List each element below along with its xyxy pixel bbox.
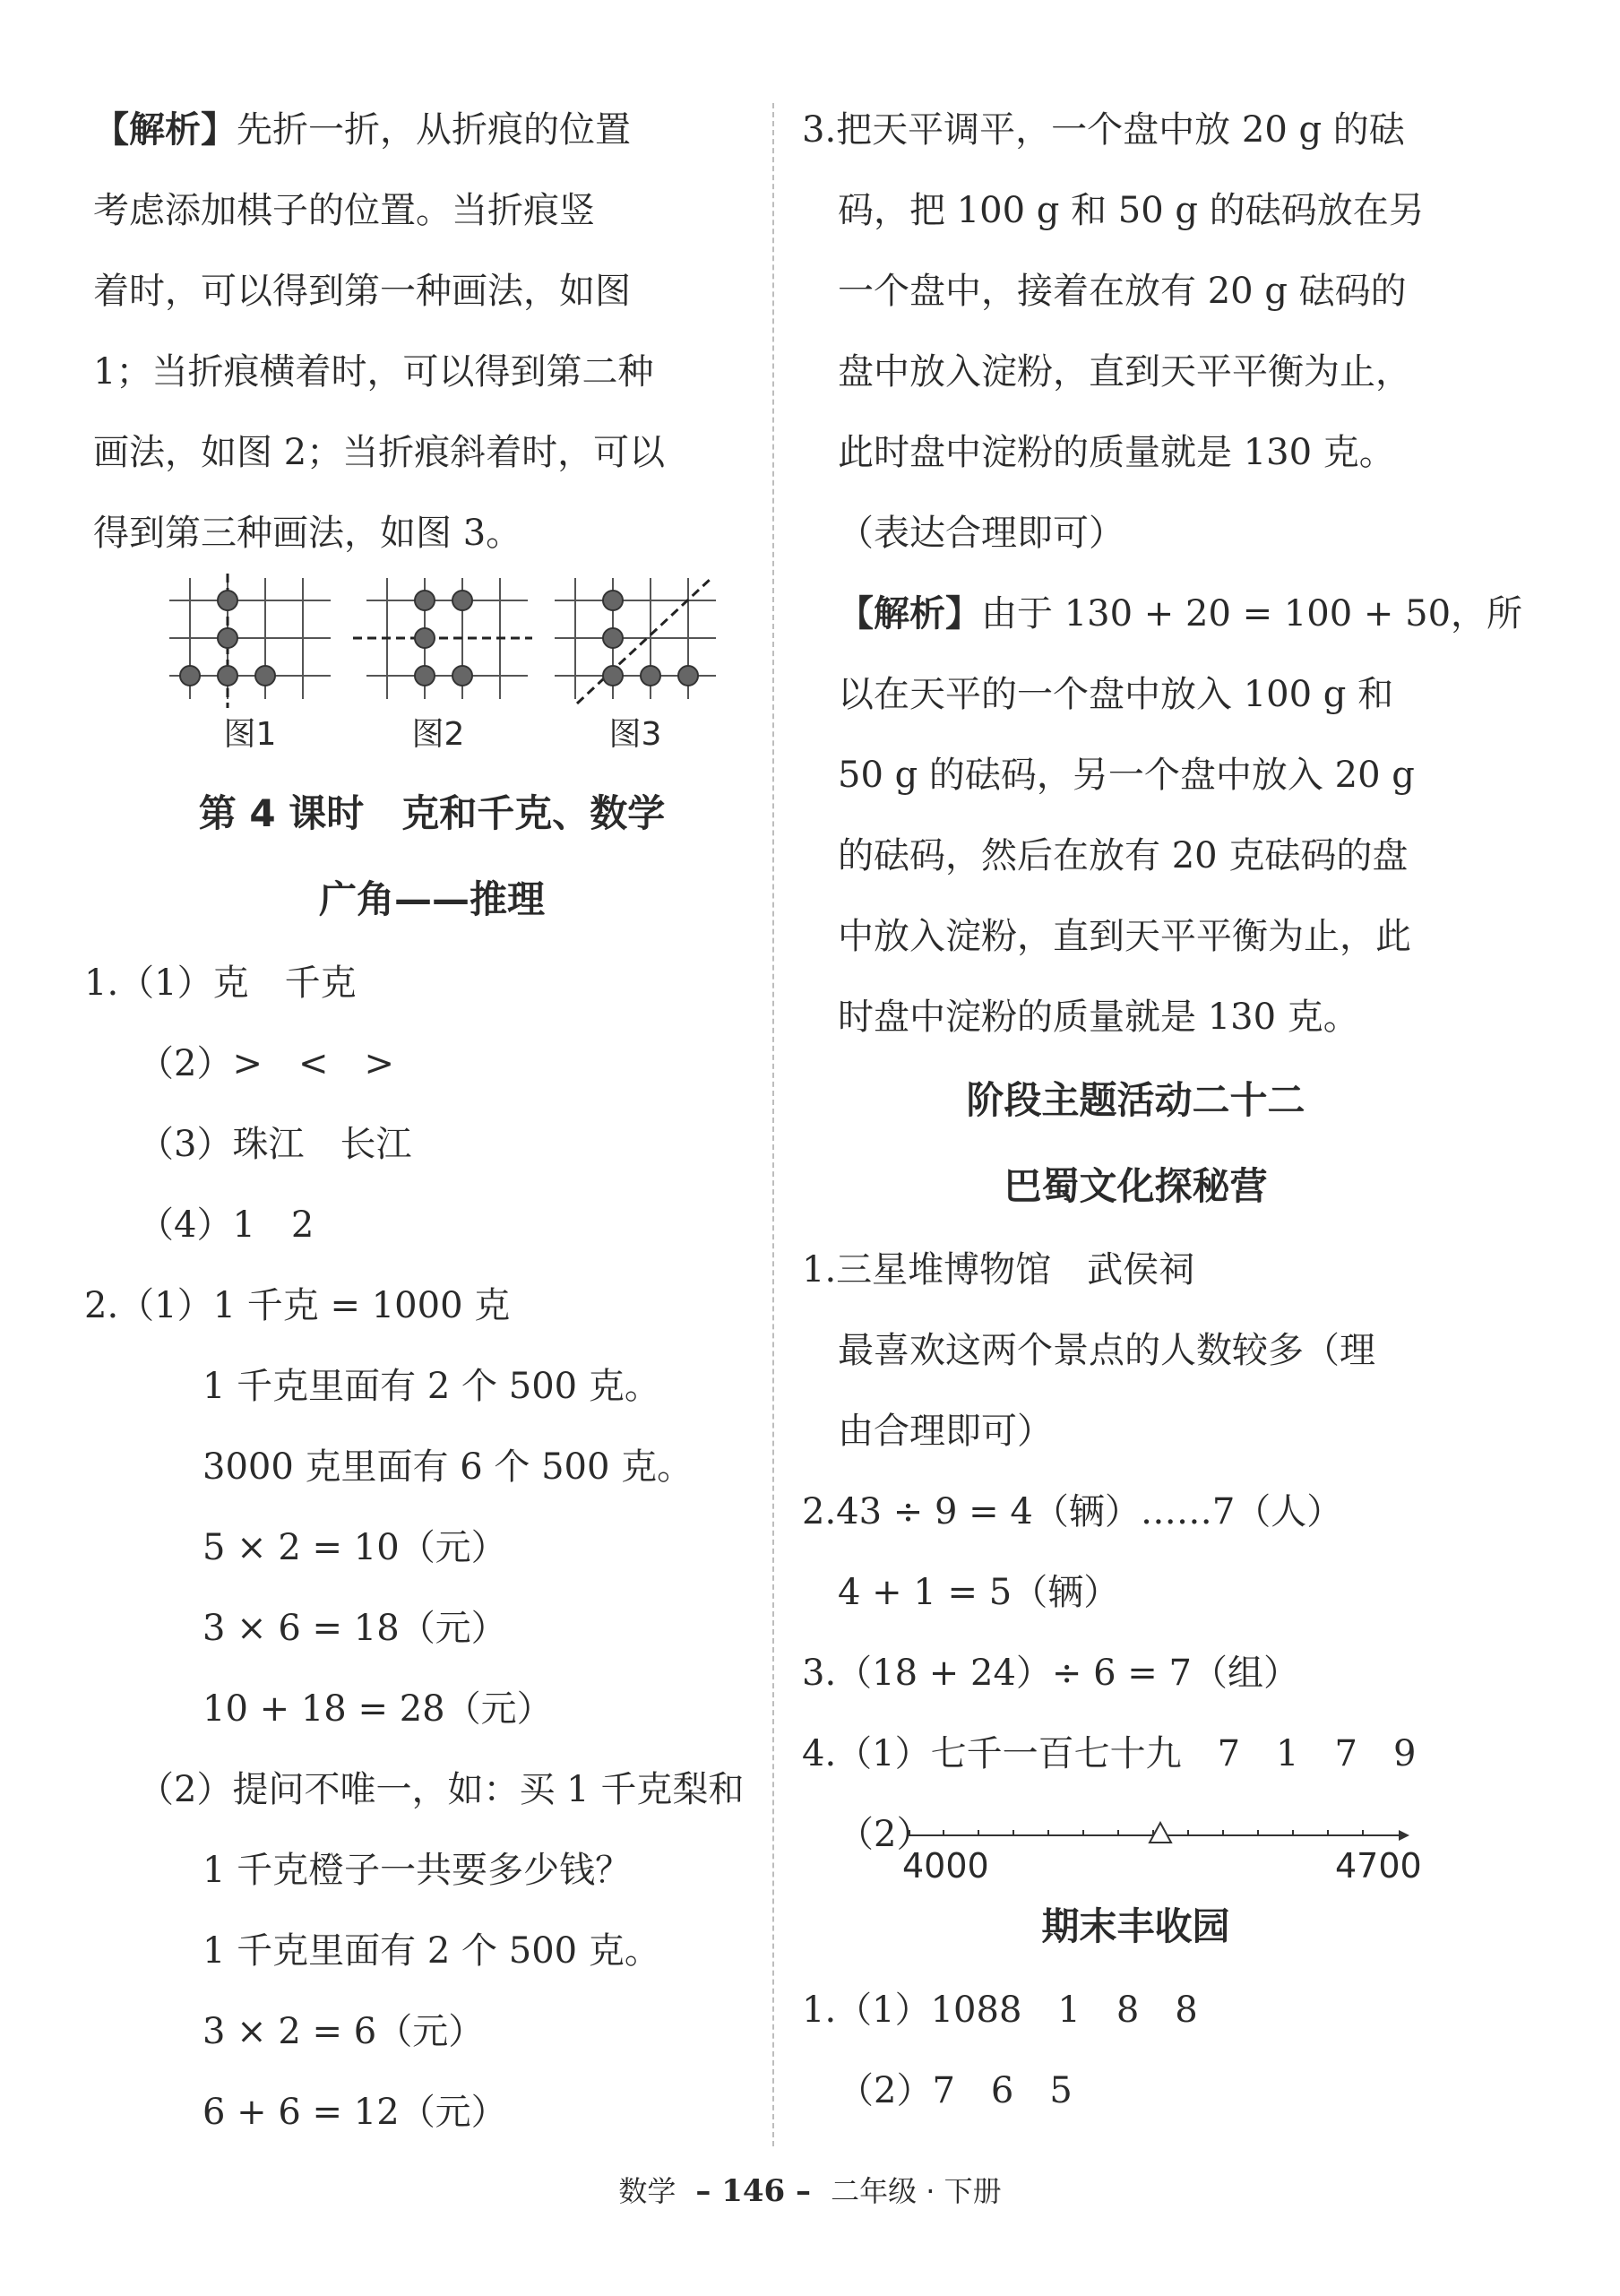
answer-line: （2）7 6 5 <box>838 2070 1073 2111</box>
answer-line: 1.（1）克 千克 <box>84 962 357 1004</box>
number-line-start: 4000 <box>902 1846 989 1886</box>
answer-line: 3000 克里面有 6 个 500 克。 <box>202 1446 694 1488</box>
analysis-line: 考虑添加棋子的位置。当折痕竖 <box>93 190 595 231</box>
answer-line: 3 × 6 = 18（元） <box>202 1608 507 1649</box>
figure-1 <box>165 574 335 762</box>
answer-line: 3.把天平调平，一个盘中放 20 g 的砝 <box>802 109 1405 151</box>
analysis-line: 的砝码，然后在放有 20 克砝码的盘 <box>838 835 1409 876</box>
grid-diagram-3 <box>550 574 720 708</box>
answer-line: 1.三星堆博物馆 武侯祠 <box>802 1249 1195 1290</box>
analysis-line: 着时，可以得到第一种画法，如图 <box>93 271 631 312</box>
answer-line: 3.（18 + 24）÷ 6 = 7（组） <box>802 1653 1299 1694</box>
answer-line: 10 + 18 = 28（元） <box>202 1688 553 1730</box>
analysis-tag: 【解析】 <box>838 593 981 634</box>
answer-line: （2）> < > <box>138 1043 394 1084</box>
analysis-line: 得到第三种画法，如图 3。 <box>93 513 522 554</box>
grid-diagram-2 <box>353 574 532 708</box>
answer-line: 2.（1）1 千克 = 1000 克 <box>84 1285 511 1326</box>
page-footer <box>0 2169 1620 2210</box>
answer-line: 5 × 2 = 10（元） <box>202 1527 507 1568</box>
answer-line: 1 千克橙子一共要多少钱？ <box>202 1850 632 1891</box>
page-number: – 146 – <box>695 2173 812 2209</box>
figure-2 <box>353 574 523 762</box>
answer-line: （4）1 2 <box>138 1204 315 1246</box>
footer-grade: 二年级 · 下册 <box>831 2174 1002 2208</box>
answer-line: 3 × 2 = 6（元） <box>202 2011 485 2052</box>
analysis-line: 1；当折痕横着时，可以得到第二种 <box>93 351 654 393</box>
stage-title: 巴蜀文化探秘营 <box>1004 1164 1268 1208</box>
sub-label: （2） <box>838 1814 933 1855</box>
answer-line: （2）提问不唯一，如：买 1 千克梨和 <box>138 1769 745 1810</box>
answer-line: 码，把 100 g 和 50 g 的砝码放在另 <box>838 190 1425 231</box>
answer-line: 盘中放入淀粉，直到天平平衡为止， <box>838 351 1411 393</box>
analysis-tag: 【解析】 <box>93 109 237 151</box>
answer-line: 1 千克里面有 2 个 500 克。 <box>202 1930 660 1972</box>
analysis-line: 【解析】先折一折，从折痕的位置 <box>93 109 631 151</box>
grid-diagram-1 <box>165 574 335 708</box>
stage-title: 阶段主题活动二十二 <box>966 1078 1305 1122</box>
final-title: 期末丰收园 <box>1041 1904 1230 1948</box>
footer-subject: 数学 <box>618 2174 676 2208</box>
figure-caption: 图1 <box>223 716 277 753</box>
answer-line: 由合理即可） <box>838 1411 1053 1452</box>
analysis-line: 【解析】由于 130 + 20 = 100 + 50，所 <box>838 593 1523 634</box>
answer-line: 4.（1）七千一百七十九 7 1 7 9 <box>802 1733 1417 1774</box>
figure-caption: 图3 <box>608 716 662 753</box>
answer-line: 1.（1）1088 1 8 8 <box>802 1990 1198 2031</box>
figure-caption: 图2 <box>411 716 465 753</box>
answer-line: 此时盘中淀粉的质量就是 130 克。 <box>838 432 1395 473</box>
number-line-answer <box>802 1794 1469 1884</box>
arrow-icon <box>1399 1830 1409 1841</box>
analysis-line: 画法，如图 2；当折痕斜着时，可以 <box>93 432 666 473</box>
column-divider <box>772 103 774 2146</box>
answer-line: 一个盘中，接着在放有 20 g 砝码的 <box>838 271 1407 312</box>
number-line <box>908 1821 1409 1848</box>
figure-3 <box>550 574 720 762</box>
left-column <box>84 90 771 2153</box>
answer-line: 1 千克里面有 2 个 500 克。 <box>202 1366 660 1407</box>
answer-line: （表达合理即可） <box>838 513 1125 554</box>
answer-line: 6 + 6 = 12（元） <box>202 2092 507 2133</box>
analysis-line: 以在天平的一个盘中放入 100 g 和 <box>838 674 1394 715</box>
analysis-line: 时盘中淀粉的质量就是 130 克。 <box>838 997 1359 1038</box>
answer-line: 2.43 ÷ 9 = 4（辆）……7（人） <box>802 1491 1343 1532</box>
chess-figures <box>93 574 771 771</box>
analysis-line: 50 g 的砝码，另一个盘中放入 20 g <box>838 755 1415 796</box>
section-title: 第 4 课时 克和千克、数学 <box>198 791 666 835</box>
right-column <box>802 90 1523 2131</box>
answer-line: （3）珠江 长江 <box>138 1124 412 1165</box>
answer-line: 4 + 1 = 5（辆） <box>838 1572 1120 1613</box>
answer-line: 最喜欢这两个景点的人数较多（理 <box>838 1330 1375 1371</box>
section-title: 广角——推理 <box>318 877 545 921</box>
analysis-line: 中放入淀粉，直到天平平衡为止，此 <box>838 916 1411 957</box>
number-line-end: 4700 <box>1335 1846 1422 1886</box>
